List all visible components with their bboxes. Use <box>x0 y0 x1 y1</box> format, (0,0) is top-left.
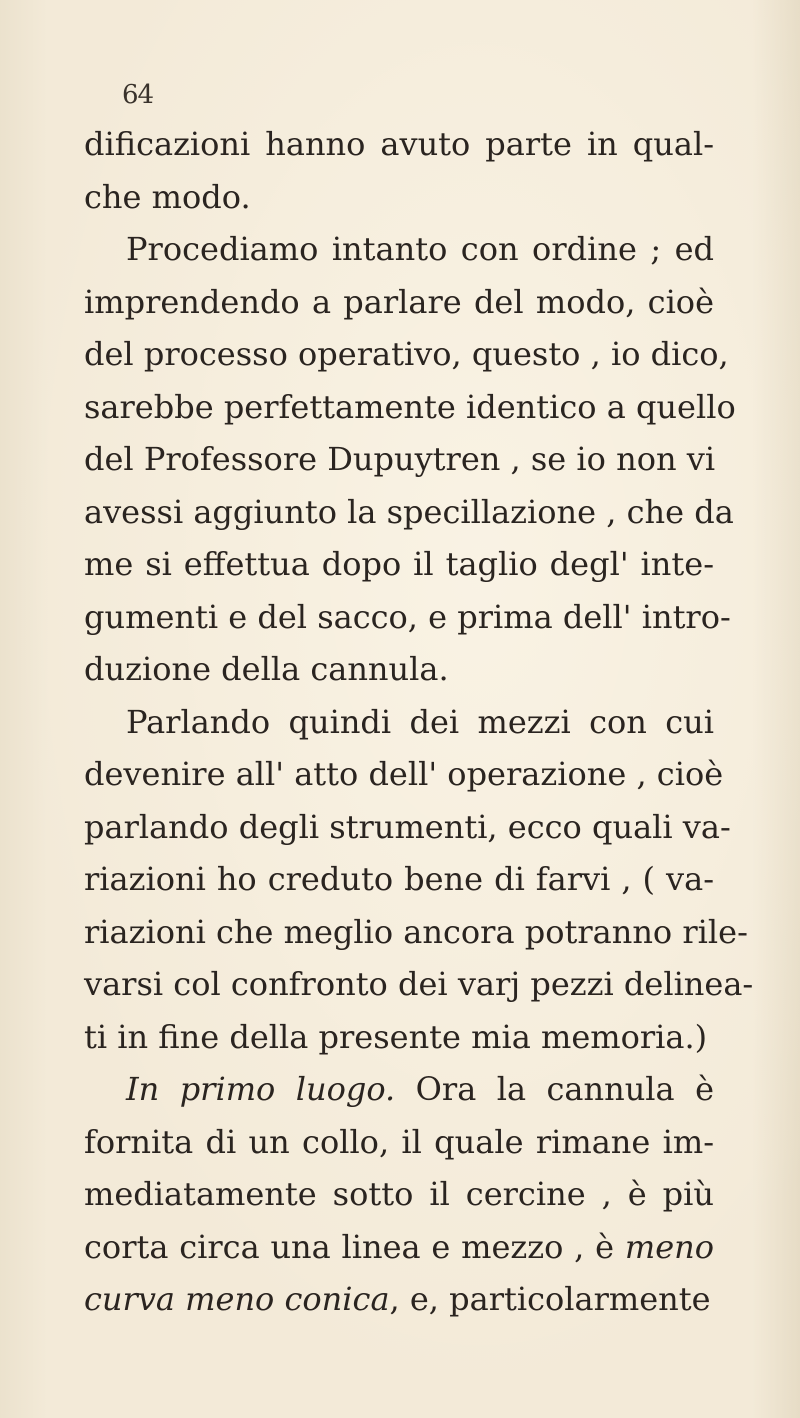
text-line <box>84 276 714 329</box>
page-number: 64 <box>122 80 154 110</box>
text-segment: fornita di un collo, il quale rimane im- <box>84 1122 714 1161</box>
text-line <box>84 1011 714 1064</box>
text-segment: parlando degli strumenti, ecco quali va- <box>84 807 731 846</box>
text-line <box>84 1273 714 1326</box>
text-segment: , e, particolarmente <box>389 1280 711 1318</box>
text-segment: Procediamo intanto con ordine ; ed <box>126 230 714 268</box>
text-segment: varsi col confronto dei varj pezzi delinea- <box>84 965 754 1003</box>
text-line <box>84 801 731 854</box>
text-segment: corta circa una linea e mezzo , è <box>84 1227 625 1266</box>
text-line <box>84 1063 714 1116</box>
text-line <box>84 433 714 486</box>
text-segment: duzione della cannula. <box>84 650 449 688</box>
text-line <box>84 118 714 171</box>
text-line <box>84 643 714 696</box>
text-segment: avessi aggiunto la specillazione , che da <box>84 492 734 531</box>
text-segment: del processo operativo, questo , io dico, <box>84 335 729 373</box>
text-segment: del Professore Dupuytren , se io non vi <box>84 440 716 478</box>
text-segment: dificazioni hanno avuto parte in qual- <box>84 125 714 163</box>
text-segment: riazioni che meglio ancora potranno rile- <box>84 912 748 951</box>
italic-text: curva meno conica <box>84 1280 390 1318</box>
text-segment: riazioni ho creduto bene di farvi , ( va- <box>84 860 714 898</box>
text-line <box>84 486 734 539</box>
text-line <box>84 328 729 381</box>
text-segment: devenire all' atto dell' operazione , cioè <box>84 755 724 793</box>
italic-text: In primo luogo. <box>126 1070 396 1108</box>
text-segment: sarebbe perfettamente identico a quello <box>84 387 736 426</box>
text-line <box>84 1221 714 1274</box>
text-line <box>84 381 736 434</box>
text-line <box>84 1116 714 1169</box>
text-segment: ti in fine della presente mia memoria.) <box>84 1017 708 1056</box>
italic-text: meno <box>624 1227 714 1266</box>
text-segment: mediatamente sotto il cercine , è più <box>84 1175 714 1213</box>
text-segment: che modo. <box>84 177 251 216</box>
text-segment: Ora la cannula è <box>395 1070 715 1108</box>
text-line <box>84 853 714 906</box>
text-segment: gumenti e del sacco, e prima dell' intro- <box>84 597 731 636</box>
text-line <box>84 748 724 801</box>
text-segment: me si effettua dopo il taglio degl' inte- <box>84 545 714 583</box>
text-line <box>84 958 754 1011</box>
text-line <box>84 223 714 276</box>
text-line <box>84 1168 714 1221</box>
text-line <box>84 538 714 591</box>
text-line <box>84 171 714 224</box>
body-text <box>84 118 754 1326</box>
text-segment: Parlando quindi dei mezzi con cui <box>126 702 714 741</box>
text-line <box>84 906 748 959</box>
text-line <box>84 591 731 644</box>
text-segment: imprendendo a parlare del modo, cioè <box>84 282 714 321</box>
text-line <box>84 696 714 749</box>
